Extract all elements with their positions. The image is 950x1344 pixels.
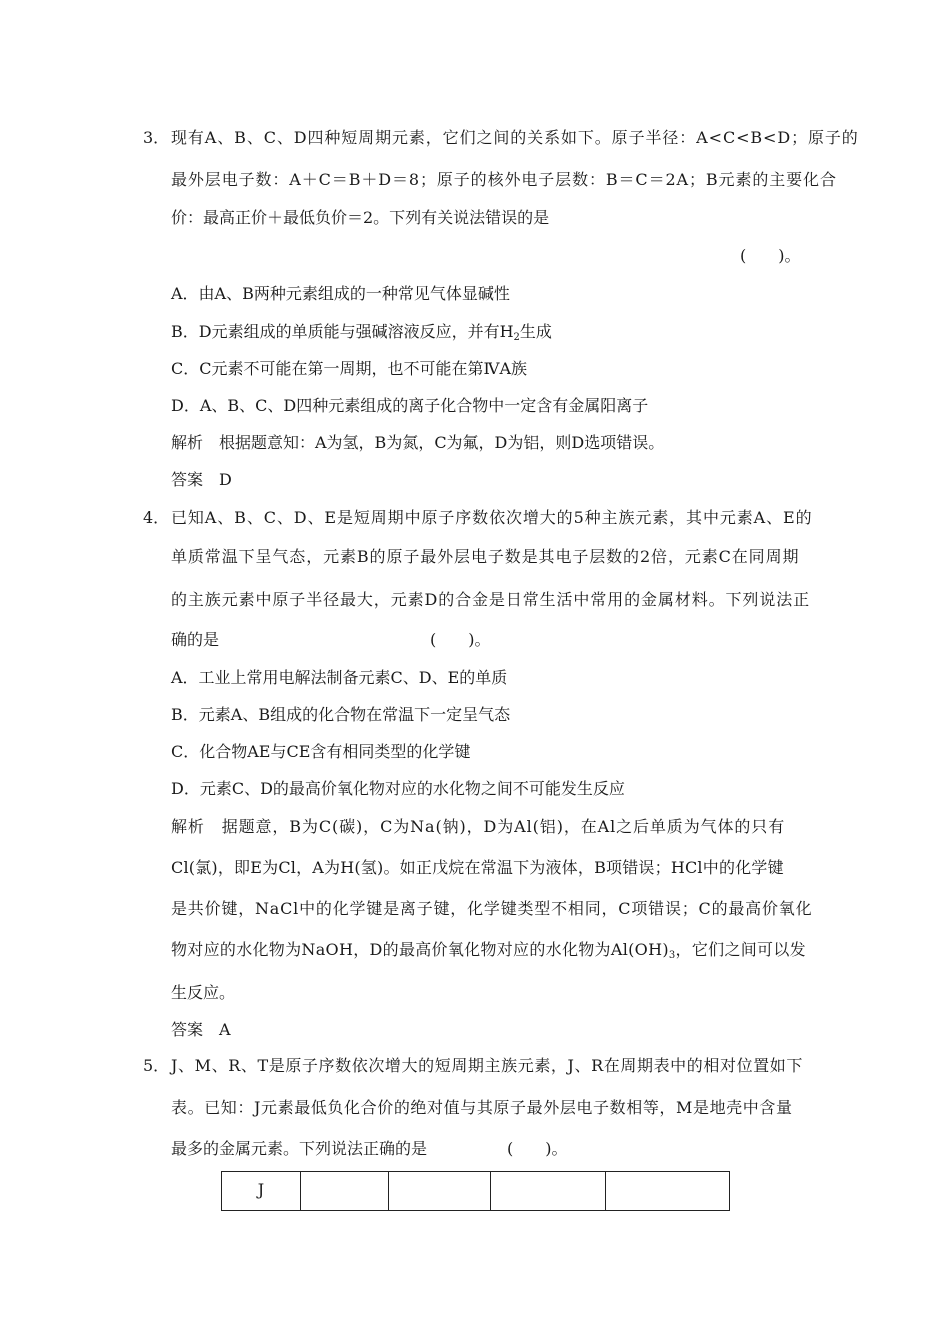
q3-option-c: C．C元素不可能在第一周期，也不可能在第ⅣA族	[171, 359, 528, 378]
q4-analysis-line-5: 生反应。	[171, 983, 236, 1002]
q4-analysis-line-2: Cl(氯)，即E为Cl，A为H(氢)。如正戊烷在常温下为液体，B项错误；HCl中的化学键	[171, 858, 784, 877]
q3-stem-line-2: 最外层电子数：A＋C＝B＋D＝8；原子的核外电子层数：B＝C＝2A；B元素的主要化合	[171, 170, 837, 189]
table-cell	[606, 1172, 730, 1211]
q4-analysis-line-3: 是共价键，NaCl中的化学键是离子键，化学键类型不相同，C项错误；C的最高价氧化	[171, 899, 813, 918]
q5-number: 5．	[143, 1056, 170, 1075]
q3-option-a: A．由A、B两种元素组成的一种常见气体显碱性	[171, 284, 510, 303]
q4-stem-line-3: 的主族元素中原子半径最大，元素D的合金是日常生活中常用的金属材料。下列说法正	[171, 590, 811, 609]
q5-stem-line-2: 表。已知：J元素最低负化合价的绝对值与其原子最外层电子数相等，M是地壳中含量	[171, 1098, 793, 1117]
q5-stem-line-3: 最多的金属元素。下列说法正确的是	[171, 1139, 428, 1158]
q5-stem-line-1: J、M、R、T是原子序数依次增大的短周期主族元素，J、R在周期表中的相对位置如下	[171, 1056, 803, 1075]
q4-answer-bracket: ( )。	[430, 630, 491, 649]
q4-stem-line-1: 已知A、B、C、D、E是短周期中原子序数依次增大的5种主族元素，其中元素A、E的	[171, 508, 813, 527]
q4-option-c: C．化合物AE与CE含有相同类型的化学键	[171, 742, 471, 761]
periodic-position-table	[221, 1171, 730, 1211]
q3-option-b: B．D元素组成的单质能与强碱溶液反应，并有$H_2$生成	[171, 322, 552, 343]
table-cell	[389, 1172, 491, 1211]
q3-option-d: D．A、B、C、D四种元素组成的离子化合物中一定含有金属阳离子	[171, 396, 649, 415]
q3-stem-line-1: 现有A、B、C、D四种短周期元素，它们之间的关系如下。原子半径：A<C<B<D；原子的	[171, 128, 859, 147]
q3-analysis: 解析 根据题意知：A为氢，B为氮，C为氟，D为铝，则D选项错误。	[171, 433, 665, 452]
table-cell	[301, 1172, 389, 1211]
q4-analysis-line-4: 物对应的水化物为NaOH，D的最高价氧化物对应的水化物为$Al(OH)_3$，它们之间可以发	[171, 940, 806, 961]
table-cell	[491, 1172, 606, 1211]
q4-stem-line-2: 单质常温下呈气态，元素B的原子最外层电子数是其电子层数的2倍，元素C在同周期	[171, 547, 800, 566]
q4-option-a: A．工业上常用电解法制备元素C、D、E的单质	[171, 668, 508, 687]
q5-answer-bracket: ( )。	[507, 1139, 568, 1158]
q4-analysis-line-1: 解析 据题意，B为C(碳)，C为Na(钠)，D为Al(铝)，在Al之后单质为气体的只有	[171, 817, 786, 836]
q3-answer: 答案 D	[171, 470, 232, 489]
table-cell: J	[222, 1172, 301, 1211]
q4-option-b: B．元素A、B组成的化合物在常温下一定呈气态	[171, 705, 511, 724]
q3-answer-bracket: ( )。	[740, 246, 801, 265]
q4-number: 4．	[143, 508, 170, 527]
q4-option-d: D．元素C、D的最高价氧化物对应的水化物之间不可能发生反应	[171, 779, 625, 798]
q4-stem-line-4: 确的是	[171, 630, 220, 649]
q3-number: 3．	[143, 128, 170, 147]
q4-answer: 答案 A	[171, 1020, 231, 1039]
table-row	[222, 1172, 730, 1211]
q3-stem-line-3: 价：最高正价＋最低负价＝2。下列有关说法错误的是	[171, 208, 550, 227]
